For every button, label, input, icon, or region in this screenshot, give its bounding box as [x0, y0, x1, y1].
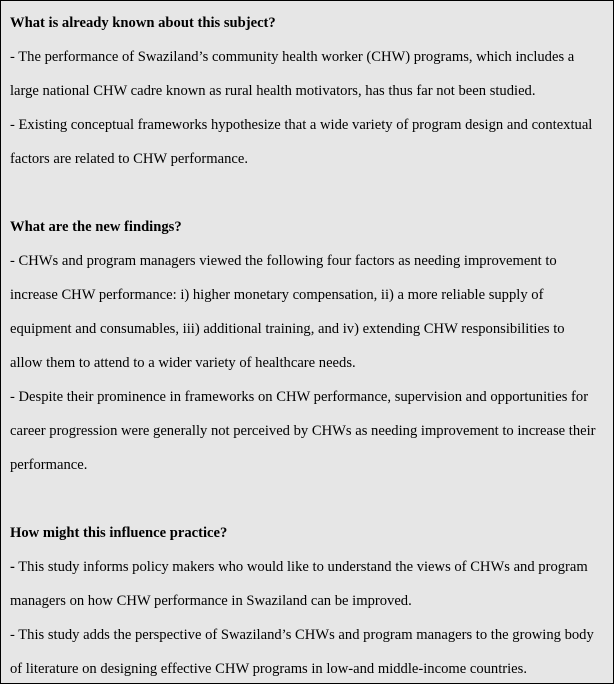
text-line: - Despite their prominence in frameworks on CHW performance, supervision and opportunities for	[10, 389, 589, 405]
text-line: allow them to attend to a wider variety of healthcare needs.	[10, 355, 356, 371]
text-line: - Existing conceptual frameworks hypothesize that a wide variety of program design and contextual	[10, 117, 593, 133]
section-heading-findings: What are the new findings?	[10, 219, 182, 235]
section-spacer	[10, 176, 605, 210]
text-line: - This study adds the perspective of Swaziland’s CHWs and program managers to the growing body	[10, 627, 594, 643]
section-spacer	[10, 482, 605, 516]
text-line: equipment and consumables, iii) additional training, and iv) extending CHW responsibilities to	[10, 321, 565, 337]
section-heading-practice: How might this influence practice?	[10, 525, 228, 541]
text-line: factors are related to CHW performance.	[10, 151, 248, 167]
text-line: - The performance of Swaziland’s community health worker (CHW) programs, which includes a	[10, 49, 575, 65]
bold-dash: -	[10, 559, 15, 575]
key-messages-content	[1, 1, 613, 686]
text-line: - CHWs and program managers viewed the following four factors as needing improvement to	[10, 253, 557, 269]
text-line: of literature on designing effective CHW programs in low-and middle-income countries.	[10, 661, 527, 677]
text-line: large national CHW cadre known as rural health motivators, has thus far not been studied.	[10, 83, 536, 99]
text-line	[10, 550, 605, 584]
section-heading-known: What is already known about this subject?	[10, 15, 276, 31]
text-line: managers on how CHW performance in Swaziland can be improved.	[10, 593, 412, 609]
text-line: performance.	[10, 457, 88, 473]
text-line: increase CHW performance: i) higher monetary compensation, ii) a more reliable supply of	[10, 287, 544, 303]
text-line: career progression were generally not perceived by CHWs as needing improvement to increase their	[10, 423, 596, 439]
text-span: This study informs policy makers who would like to understand the views of CHWs and program	[14, 559, 588, 575]
